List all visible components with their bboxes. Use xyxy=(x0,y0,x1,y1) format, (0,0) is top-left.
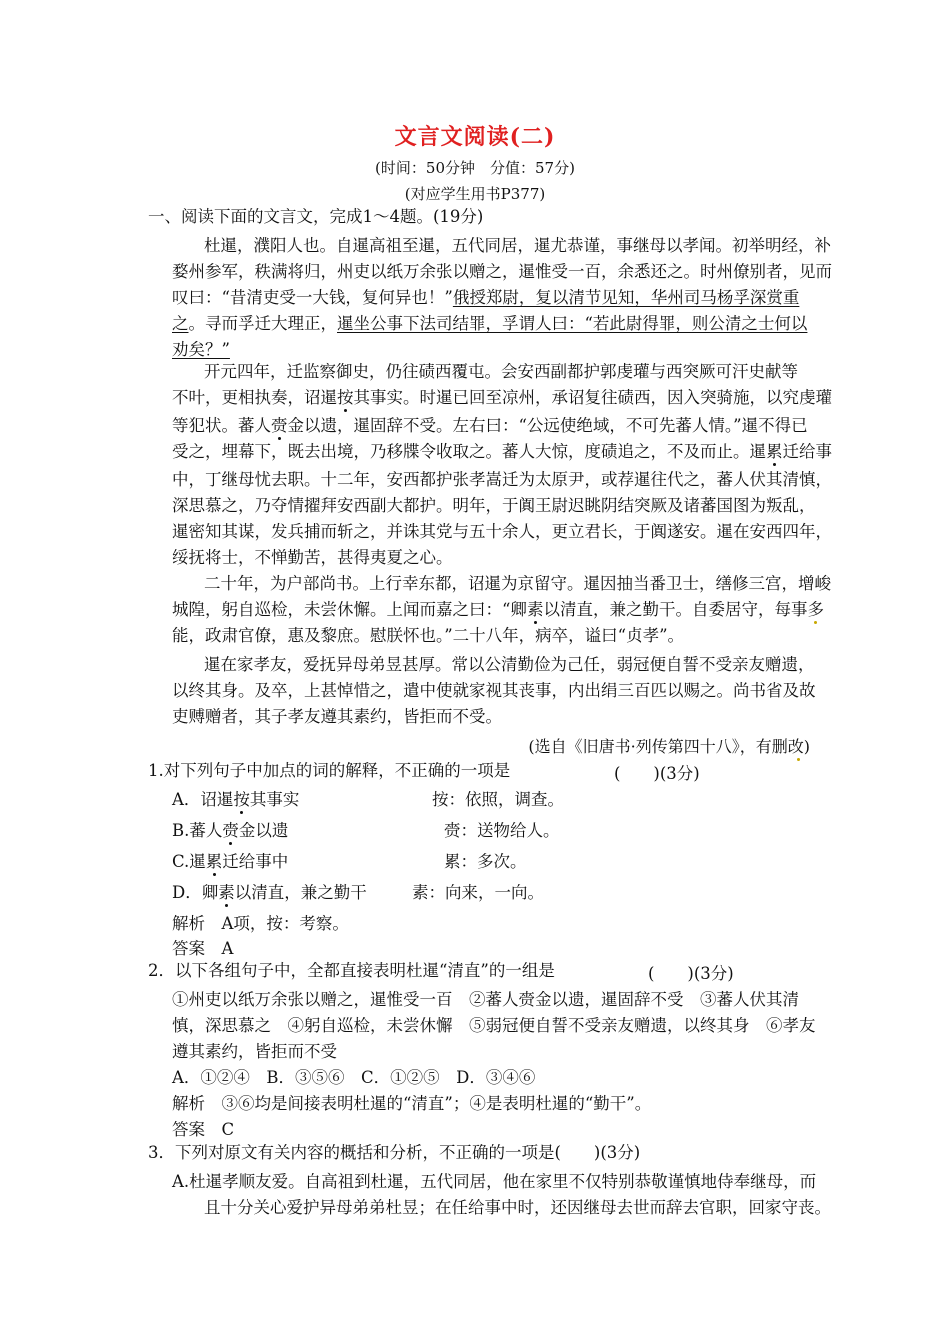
book-reference: (对应学生用书P377) xyxy=(404,185,546,203)
q1-analysis: 解析 A项，按：考察。 xyxy=(172,914,349,933)
passage-line: 深思慕之，乃夺情擢拜安西副大都护。明年，于阗王尉迟眺阴结突厥及诸蕃国图为叛乱， xyxy=(172,496,816,515)
q1-option-a-explain: 按：依照，调查。 xyxy=(432,790,564,809)
source-text: (选自《旧唐书·列传第四十八》，有删 xyxy=(528,737,788,756)
passage-line xyxy=(172,387,832,409)
question-1-blank: ( )(3分) xyxy=(614,764,700,783)
passage-line: 杜暹，濮阳人也。自暹高祖至暹，五代同居，暹尤恭谨，事继母以孝闻。初举明经，补 xyxy=(204,236,831,255)
dotted-word: 素 xyxy=(218,883,235,902)
passage-text: 。寻而孚迁大理正， xyxy=(188,314,337,333)
underlined-text: 劝矣？” xyxy=(172,340,230,359)
passage-line xyxy=(172,415,808,437)
passage-text: 受之，埋幕下，既去出境，乃移牒令收取之。蕃人大惊，度碛追之，不及而止。暹 xyxy=(172,442,766,461)
q1-answer: 答案 A xyxy=(172,939,234,958)
q2-line: ①州吏以纸万余张以赠之，暹惟受一百 ②蕃人赍金以遗，暹固辞不受 ③蕃人伏其清 xyxy=(172,990,799,1009)
passage-line xyxy=(172,287,799,309)
passage-text: 不叶，更相执奏，诏暹 xyxy=(172,388,337,407)
passage-line xyxy=(172,339,230,361)
question-1-stem: 1.对下列句子中加点的词的解释，不正确的一项是 xyxy=(148,761,511,780)
passage-line: 二十年，为户部尚书。上行幸东都，诏暹为京留守。暹因抽当番卫士，缮修三宫，增峻 xyxy=(204,574,831,593)
passage-text: 城隍，躬自巡检，未尝休懈。上闻而嘉之曰：“卿 xyxy=(172,600,527,619)
passage-line: 能，政肃官僚，惠及黎庶。慰朕怀也。”二十八年，病卒，谥曰“贞孝”。 xyxy=(172,626,685,645)
dotted-word: 按 xyxy=(337,388,354,407)
question-2-stem: 2．以下各组句子中，全都直接表明杜暹“清直”的一组是 xyxy=(148,961,555,980)
passage-line: 暹密知其谋，发兵捕而斩之，并诛其党与五十余人，更立君长，于阗遂安。暹在安西四年， xyxy=(172,522,832,541)
passage-line xyxy=(172,313,807,335)
q2-choices: A．①②④ B．③⑤⑥ C．①②⑤ D．③④⑥ xyxy=(172,1068,536,1087)
question-3-stem: 3．下列对原文有关内容的概括和分析，不正确的一项是( )(3分) xyxy=(148,1143,641,1162)
q3-option-a-line: A.杜暹孝顺友爱。自高祖到杜暹，五代同居，他在家里不仅特别恭敬谨慎地侍奉继母，而 xyxy=(172,1172,817,1191)
passage-line: 中，丁继母忧去职。十二年，安西都护张孝嵩迁为太原尹，或荐暹往代之，蕃人伏其清慎， xyxy=(172,470,832,489)
passage-line: 婺州参军，秩满将归，州吏以纸万余张以赠之，暹惟受一百，余悉还之。时州僚别者，见而 xyxy=(172,262,832,281)
dotted-word: 赍 xyxy=(222,821,239,840)
dotted-word: 多 xyxy=(807,600,824,619)
passage-text: 等犯状。蕃人 xyxy=(172,416,271,435)
passage-line xyxy=(172,599,824,621)
source-text-end: 改) xyxy=(787,737,810,756)
underlined-text: 暹坐公事下法司结罪，孚谓人曰：“若此尉得罪，则公清之士何以 xyxy=(337,314,808,333)
passage-line xyxy=(172,441,832,463)
q2-answer: 答案 C xyxy=(172,1120,235,1139)
underlined-text: 之 xyxy=(172,314,189,333)
time-score: (时间：50分钟 分值：57分) xyxy=(375,159,575,177)
q1-option-c: C.暹累迁给事中 xyxy=(172,852,289,871)
passage-line: 以终其身。及卒，上甚悼惜之，遣中使就家视其丧事，内出绢三百匹以赐之。尚书省及故 xyxy=(172,681,816,700)
dotted-word: 累 xyxy=(205,852,223,871)
passage-text: 其事实。时暹已回至凉州，承诏复往碛西，因入突骑施，以究虔瓘 xyxy=(353,388,832,407)
passage-line: 吏赙赠者，其子孝友遵其素约，皆拒而不受。 xyxy=(172,707,502,726)
dotted-word: 素 xyxy=(526,600,544,619)
passage-line: 暹在家孝友，爱抚异母弟昱甚厚。常以公清勤俭为己任，弱冠便自誓不受亲友赠遗， xyxy=(204,655,815,674)
passage-text: 叹曰：“昔清吏受一大钱，复何异也！” xyxy=(172,288,453,307)
underlined-text: 俄授郑尉，复以清节见知，华州司马杨孚深赏重 xyxy=(452,288,800,307)
passage-line: 开元四年，迁监察御史，仍往碛西覆屯。会安西副都护郭虔瓘与西突厥可汗史献等 xyxy=(204,362,798,381)
q3-option-a-line: 且十分关心爱护异母弟弟杜昱；在任给事中时，还因继母去世而辞去官职，回家守丧。 xyxy=(204,1198,831,1217)
question-2-blank: ( )(3分) xyxy=(648,964,734,983)
dotted-word: 按 xyxy=(233,790,250,809)
passage-text: 金以遗，暹固辞不受。左右曰：“公远使绝域，不可先蕃人情。”暹不得已 xyxy=(287,416,808,435)
q2-line: 慎，深思慕之 ④躬自巡检，未尝休懈 ⑤弱冠便自誓不受亲友赠遗，以终其身 ⑥孝友 xyxy=(172,1016,816,1035)
q1-option-a: A．诏暹按其事实 xyxy=(172,790,300,809)
dotted-word: 累 xyxy=(766,442,783,461)
passage-text: 迁给事 xyxy=(782,442,832,461)
passage-text: 以清直，兼之勤干。自委居守，每事 xyxy=(543,600,808,619)
q1-option-d: D．卿素以清直，兼之勤干 xyxy=(172,883,367,902)
q1-option-b: B.蕃人赍金以遗 xyxy=(172,821,289,840)
section-heading: 一、阅读下面的文言文，完成1～4题。(19分) xyxy=(148,207,484,226)
passage-line: 绥抚将士，不惮勤苦，甚得夷夏之心。 xyxy=(172,548,453,567)
q1-option-c-explain: 累：多次。 xyxy=(444,852,527,871)
q2-line: 遵其素约，皆拒而不受 xyxy=(172,1042,337,1061)
q2-analysis: 解析 ③⑥均是间接表明杜暹的“清直”；④是表明杜暹的“勤干”。 xyxy=(172,1094,652,1113)
q1-option-d-explain: 素：向来，一向。 xyxy=(412,883,544,902)
dotted-word: 赍 xyxy=(271,416,288,435)
q1-option-b-explain: 赍：送物给人。 xyxy=(444,821,560,840)
page-title: 文言文阅读(二) xyxy=(394,124,556,150)
source-citation xyxy=(528,734,810,757)
